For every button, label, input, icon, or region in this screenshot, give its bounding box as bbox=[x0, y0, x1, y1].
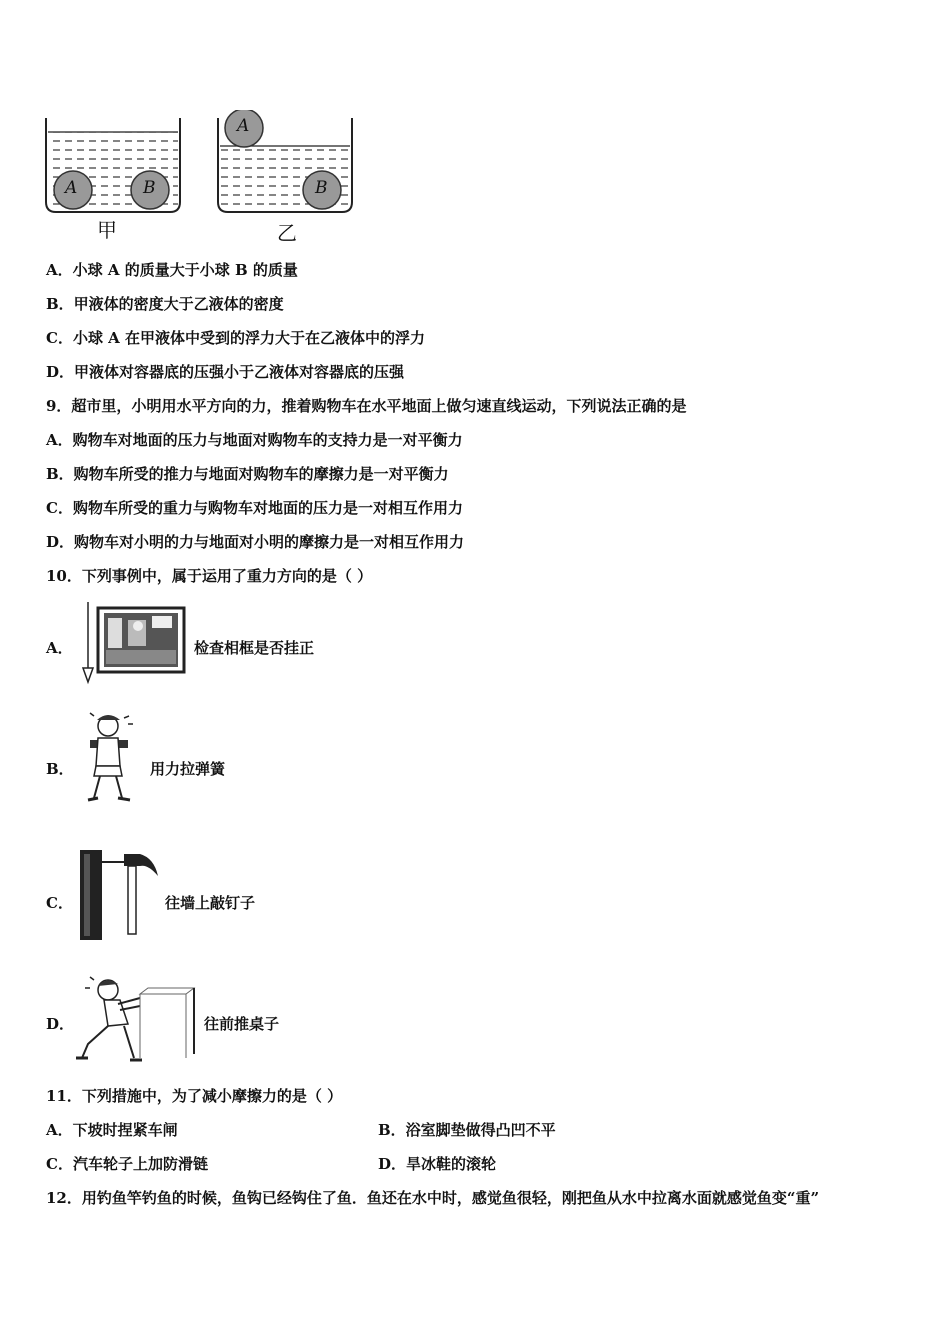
q12-stem: 12．用钓鱼竿钓鱼的时候，鱼钩已经钩住了鱼．鱼还在水中时，感觉鱼很轻，刚把鱼从水中拉离水面就感觉鱼变“重” bbox=[46, 1189, 820, 1207]
q8-option-d: D．甲液体对容器底的压强小于乙液体对容器底的压强 bbox=[46, 363, 405, 381]
q8-option-a: A．小球 A 的质量大于小球 B 的质量 bbox=[46, 261, 298, 279]
ball-b-label-left: B bbox=[143, 178, 156, 198]
q11-stem: 11．下列措施中，为了减小摩擦力的是（ ） bbox=[46, 1087, 343, 1105]
ball-a-label-left: A bbox=[65, 178, 78, 198]
q10-option-b-caption: 用力拉弹簧 bbox=[150, 760, 226, 778]
beaker-figure bbox=[40, 110, 360, 240]
beaker-left-label: 甲 bbox=[97, 218, 117, 242]
q11-option-b: B．浴室脚垫做得凸凹不平 bbox=[378, 1121, 556, 1139]
ball-a-label-right: A bbox=[237, 116, 250, 136]
q10-option-b-label: B． bbox=[46, 760, 74, 778]
q9-option-b: B．购物车所受的推力与地面对购物车的摩擦力是一对平衡力 bbox=[46, 465, 449, 483]
spring-boy-image bbox=[80, 710, 142, 806]
q10-stem: 10．下列事例中，属于运用了重力方向的是（ ） bbox=[46, 567, 373, 585]
hammer-wall-image bbox=[78, 848, 162, 942]
q10-option-d-caption: 往前推桌子 bbox=[204, 1015, 280, 1033]
q8-option-c: C．小球 A 在甲液体中受到的浮力大于在乙液体中的浮力 bbox=[46, 329, 426, 347]
q10-option-a-label: A． bbox=[46, 639, 73, 657]
push-desk-image bbox=[74, 974, 200, 1064]
ball-b-label-right: B bbox=[315, 178, 328, 198]
q10-option-c-label: C． bbox=[46, 894, 73, 912]
q10-option-a-caption: 检查相框是否挂正 bbox=[194, 639, 315, 657]
q9-option-a: A．购物车对地面的压力与地面对购物车的支持力是一对平衡力 bbox=[46, 431, 463, 449]
q10-option-c-caption: 往墙上敲钉子 bbox=[165, 894, 256, 912]
q11-option-d: D．旱冰鞋的滚轮 bbox=[378, 1155, 497, 1173]
plumb-frame-image bbox=[78, 600, 190, 686]
q11-option-a: A．下坡时捏紧车闸 bbox=[46, 1121, 178, 1139]
q11-option-c: C．汽车轮子上加防滑链 bbox=[46, 1155, 208, 1173]
beaker-right-label: 乙 bbox=[277, 221, 297, 245]
q8-option-b: B．甲液体的密度大于乙液体的密度 bbox=[46, 295, 284, 313]
q10-option-d-label: D． bbox=[46, 1015, 75, 1033]
q9-option-c: C．购物车所受的重力与购物车对地面的压力是一对相互作用力 bbox=[46, 499, 463, 517]
q9-stem: 9．超市里，小明用水平方向的力，推着购物车在水平地面上做匀速直线运动，下列说法正确的是 bbox=[46, 397, 687, 415]
q9-option-d: D．购物车对小明的力与地面对小明的摩擦力是一对相互作用力 bbox=[46, 533, 465, 551]
